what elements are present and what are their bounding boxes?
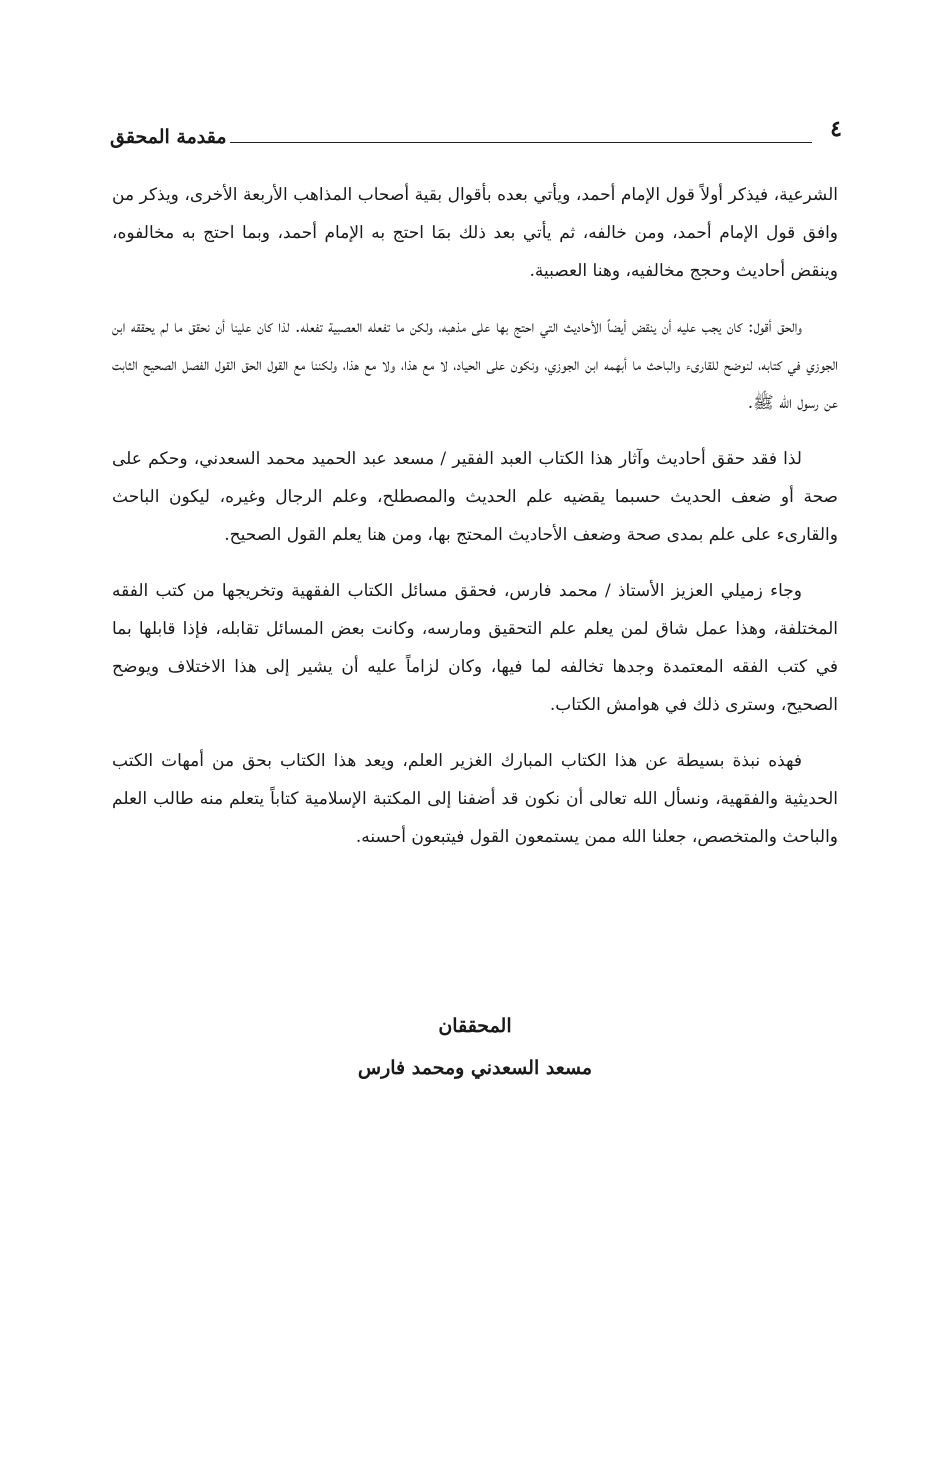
page-number: ٤ [830, 116, 842, 142]
header-rule [230, 142, 812, 143]
page-header [110, 110, 842, 152]
paragraph-1: الشرعية، فيذكر أولاً قول الإمام أحمد، ويأتي بعده بأقوال بقية أصحاب المذاهب الأربعة الأخرى، ويذكر من وافق قول الإمام أحمد، ومن خالفه، ثم يأتي بعد ذلك بمَا احتج به الإمام أحمد، وبما احتج به مخالفوه، وينقض أحاديث وحجج مخالفيه، وهنا العصبية. [112, 185, 838, 281]
signature-title: المحققان [438, 1015, 512, 1037]
signature-block [0, 1008, 950, 1086]
signature-names: مسعد السعدني ومحمد فارس [357, 1057, 593, 1079]
paragraph-2: والحق أقول: كان يجب عليه أن ينقض أيضاً الأحاديث التي احتج بها على مذهبه، ولكن ما تفعله العصبية تفعله. لذا كان علينا أن نحقق ما لم يحققه ابن الجوزي في كتابه، لنوضح للقارىء والباحث ما أبهمه ابن الجوزي، ونكون على الحياد، لا مع هذا، ولا مع هذا، ولكننا مع القول الحق القول الفصل الصحيح الثابت عن رسول الله ﷺ. [112, 317, 838, 413]
body-text [112, 176, 838, 874]
running-title: مقدمة المحقق [110, 126, 227, 148]
paragraph-5: فهذه نبذة بسيطة عن هذا الكتاب المبارك الغزير العلم، ويعد هذا الكتاب بحق من أمهات الكتب الحديثية والفقهية، ونسأل الله تعالى أن نكون قد أضفنا إلى المكتبة الإسلامية كتاباً يتعلم منه طالب العلم والباحث والمتخصص، جعلنا الله ممن يستمعون القول فيتبعون أحسنه. [112, 751, 838, 847]
paragraph-4: وجاء زميلي العزيز الأستاذ / محمد فارس، فحقق مسائل الكتاب الفقهية وتخريجها من كتب الفقه المختلفة، وهذا عمل شاق لمن يعلم علم التحقيق ومارسه، وكانت بعض المسائل تقابله، فإذا قابلها بما في كتب الفقه المعتمدة وجدها تخالفه لما فيها، وكان لزاماً عليه أن يشير إلى هذا الاختلاف ويوضح الصحيح، وسترى ذلك في هوامش الكتاب. [112, 581, 838, 715]
paragraph-3: لذا فقد حقق أحاديث وآثار هذا الكتاب العبد الفقير / مسعد عبد الحميد محمد السعدني، وحكم على صحة أو ضعف الحديث حسبما يقضيه علم الحديث والمصطلح، وعلم الرجال وغيره، ليكون الباحث والقارىء على علم بمدى صحة وضعف الأحاديث المحتج بها، ومن هنا يعلم القول الصحيح. [112, 449, 838, 545]
